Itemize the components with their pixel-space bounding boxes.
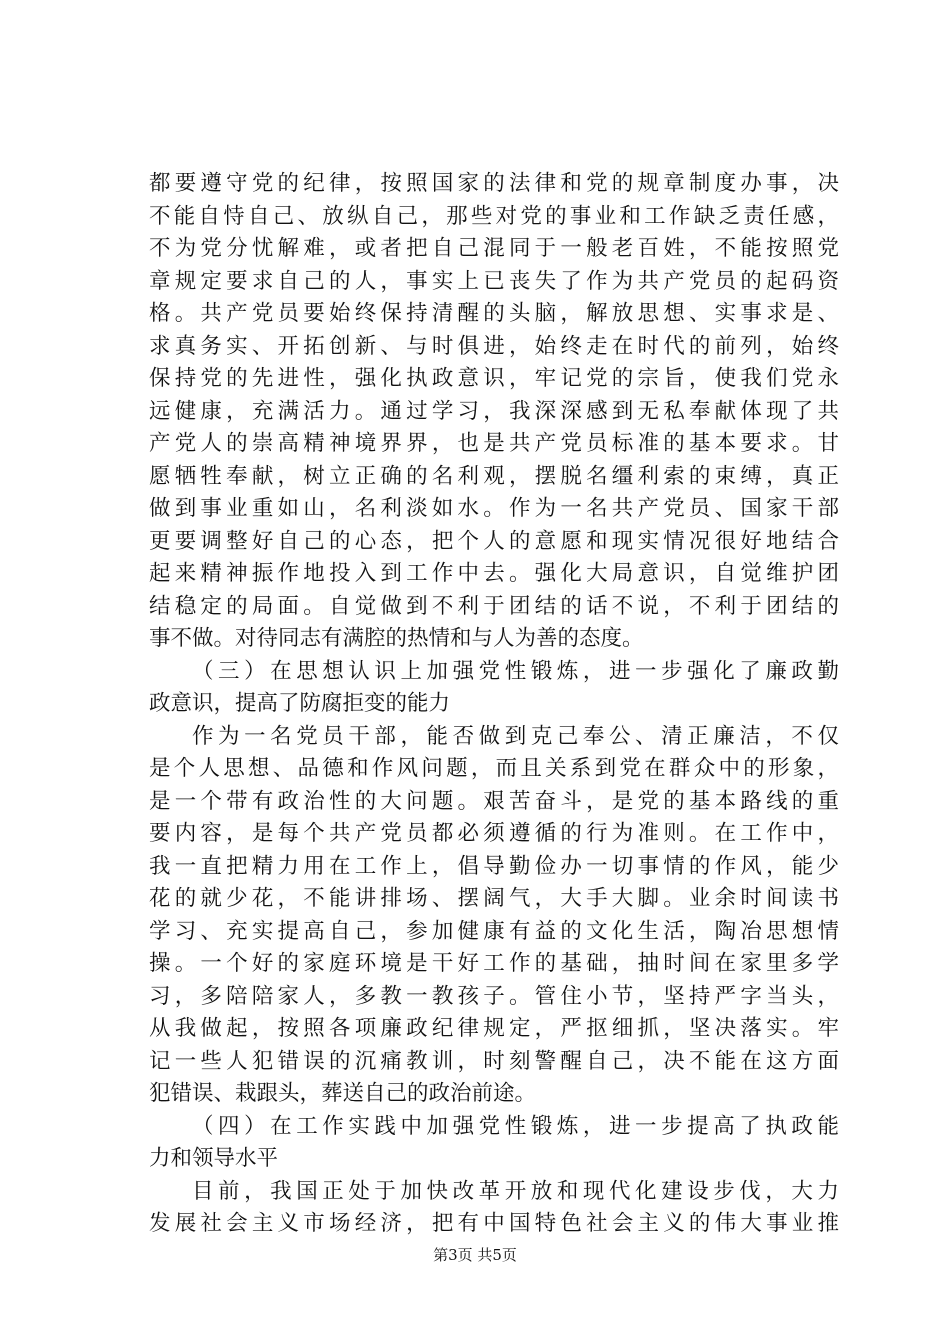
text-line: 目前，我国正处于加快改革开放和现代化建设步伐，大力 — [192, 1178, 839, 1204]
text-line: 不为党分忧解难，或者把自己混同于一般老百姓，不能按照党 — [149, 236, 839, 261]
text-line: 要内容，是每个共产党员都必须遵循的行为准则。在工作中， — [149, 821, 839, 846]
text-line: 章规定要求自己的人，事实上已丧失了作为共产党员的起码资 — [149, 268, 839, 294]
section-heading: （四）在工作实践中加强党性锻炼，进一步提高了执政能 — [192, 1113, 839, 1139]
section-heading: 力和领导水平 — [149, 1146, 279, 1171]
text-line: 格。共产党员要始终保持清醒的头脑，解放思想、实事求是、 — [149, 301, 839, 326]
text-line: 发展社会主义市场经济，把有中国特色社会主义的伟大事业推 — [149, 1211, 839, 1236]
text-line: 更要调整好自己的心态，把个人的意愿和现实情况很好地结合 — [149, 528, 839, 554]
text-line: 是一个带有政治性的大问题。艰苦奋斗，是党的基本路线的重 — [149, 788, 839, 814]
text-line: 花的就少花，不能讲排场、摆阔气，大手大脚。业余时间读书 — [149, 886, 839, 911]
text-line: 我一直把精力用在工作上，倡导勤俭办一切事情的作风，能少 — [149, 853, 839, 879]
text-line: 作为一名党员干部，能否做到克己奉公、清正廉洁，不仅 — [192, 723, 839, 749]
page-footer: 第3页 共5页 — [433, 1246, 517, 1264]
text-line: 起来精神振作地投入到工作中去。强化大局意识，自觉维护团 — [149, 561, 839, 586]
text-line: 远健康，充满活力。通过学习，我深深感到无私奉献体现了共 — [149, 398, 839, 424]
text-line: 是个人思想、品德和作风问题，而且关系到党在群众中的形象， — [149, 756, 839, 781]
text-line: 产党人的崇高精神境界界，也是共产党员标准的基本要求。甘 — [149, 431, 839, 456]
text-line: 保持党的先进性，强化执政意识，牢记党的宗旨，使我们党永 — [149, 366, 839, 391]
section-heading: 政意识，提高了防腐拒变的能力 — [149, 691, 451, 716]
text-line: 结稳定的局面。自觉做到不利于团结的话不说，不利于团结的 — [149, 593, 839, 619]
text-line: 从我做起，按照各项廉政纪律规定，严抠细抓，坚决落实。牢 — [149, 1016, 839, 1041]
body-text — [149, 168, 839, 1241]
text-line: 事不做。对待同志有满腔的热情和与人为善的态度。 — [149, 626, 644, 651]
text-line: 不能自恃自己、放纵自己，那些对党的事业和工作缺乏责任感， — [149, 203, 839, 229]
section-heading: （三）在思想认识上加强党性锻炼，进一步强化了廉政勤 — [192, 658, 839, 684]
text-line: 做到事业重如山，名利淡如水。作为一名共产党员、国家干部 — [149, 496, 839, 521]
text-line: 操。一个好的家庭环境是干好工作的基础，抽时间在家里多学 — [149, 951, 839, 976]
text-line: 学习、充实提高自己，参加健康有益的文化生活，陶冶思想情 — [149, 918, 839, 944]
text-line: 都要遵守党的纪律，按照国家的法律和党的规章制度办事，决 — [149, 171, 839, 196]
text-line: 记一些人犯错误的沉痛教训，时刻警醒自己，决不能在这方面 — [149, 1048, 839, 1074]
text-line: 犯错误、栽跟头，葬送自己的政治前途。 — [149, 1081, 537, 1106]
text-line: 愿牺牲奉献，树立正确的名利观，摆脱名缰利索的束缚，真正 — [149, 463, 839, 489]
text-line: 求真务实、开拓创新、与时俱进，始终走在时代的前列，始终 — [149, 333, 839, 359]
text-line: 习，多陪陪家人，多教一教孩子。管住小节，坚持严字当头， — [149, 983, 839, 1009]
